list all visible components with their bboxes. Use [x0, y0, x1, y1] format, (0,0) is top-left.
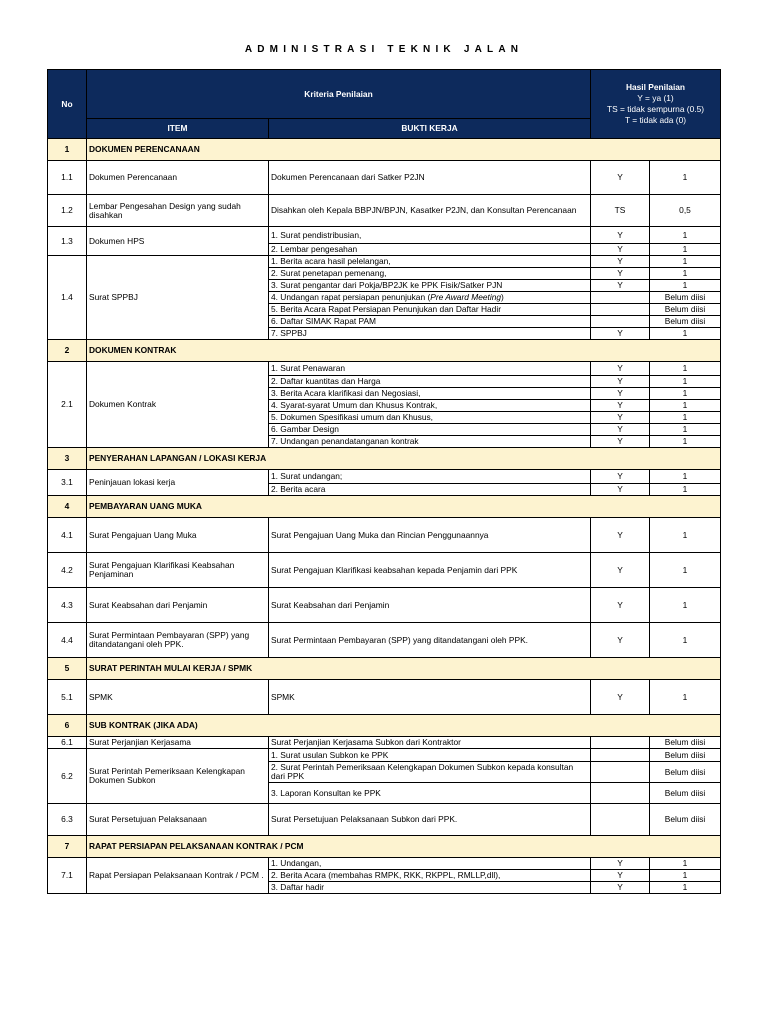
bukti-kerja: [269, 388, 591, 400]
bukti-text: Surat Pengajuan Uang Muka dan Rincian Penggunaannya: [271, 529, 489, 540]
bukti-kerja: [269, 292, 591, 304]
header-hasil-legend: Y = ya (1): [637, 93, 674, 103]
header-item: ITEM: [87, 119, 269, 139]
hasil-code: [591, 783, 650, 804]
bukti-text: 2. Daftar kuantitas dan Harga: [271, 376, 381, 386]
bukti-text: 1. Surat undangan;: [271, 471, 343, 481]
section-number: 5: [48, 658, 87, 680]
bukti-text: 2. Lembar pengesahan: [271, 244, 358, 254]
section-title: RAPAT PERSIAPAN PELAKSANAAN KONTRAK / PCM: [87, 836, 721, 858]
row-number: 5.1: [48, 680, 87, 715]
hasil-score: 1: [650, 400, 721, 412]
hasil-score: 1: [650, 484, 721, 496]
row-item: Surat Perintah Pemeriksaan Kelengkapan Dokumen Subkon: [87, 749, 269, 804]
section-number: 6: [48, 715, 87, 737]
table-row: [48, 518, 721, 553]
section-title: SURAT PERINTAH MULAI KERJA / SPMK: [87, 658, 721, 680]
bukti-text: 7. SPPBJ: [271, 328, 307, 338]
bukti-kerja: [269, 256, 591, 268]
bukti-text: Surat Persetujuan Pelaksanaan Subkon dari PPK.: [271, 814, 458, 824]
row-number: 4.1: [48, 518, 87, 553]
hasil-score: 1: [650, 244, 721, 256]
hasil-code: Y: [591, 227, 650, 244]
hasil-score: 1: [650, 376, 721, 388]
bukti-text: 3. Laporan Konsultan ke PPK: [271, 787, 381, 798]
bukti-kerja: [269, 518, 591, 553]
section-row: [48, 658, 721, 680]
bukti-kerja: [269, 161, 591, 195]
hasil-score: 1: [650, 470, 721, 484]
hasil-score: 1: [650, 328, 721, 340]
bukti-text: 2. Berita acara: [271, 484, 326, 494]
table-row: [48, 256, 721, 268]
row-number: 6.1: [48, 737, 87, 749]
table-row: [48, 737, 721, 749]
header-bukti: BUKTI KERJA: [269, 119, 591, 139]
row-item: Dokumen HPS: [87, 227, 269, 256]
hasil-score: 1: [650, 436, 721, 448]
bukti-kerja: [269, 623, 591, 658]
bukti-text: 7. Undangan penandatanganan kontrak: [271, 436, 419, 446]
hasil-score: Belum diisi: [650, 292, 721, 304]
hasil-score: Belum diisi: [650, 737, 721, 749]
hasil-score: 1: [650, 412, 721, 424]
section-number: 7: [48, 836, 87, 858]
bukti-kerja: [269, 268, 591, 280]
row-number: 1.1: [48, 161, 87, 195]
row-item: Dokumen Kontrak: [87, 362, 269, 448]
header-hasil-legend: TS = tidak sempurna (0.5): [606, 104, 705, 114]
table-row: [48, 553, 721, 588]
hasil-code: Y: [591, 882, 650, 894]
row-item: Surat Permintaan Pembayaran (SPP) yang ditandatangani oleh PPK.: [87, 623, 269, 658]
hasil-code: Y: [591, 256, 650, 268]
section-title: PENYERAHAN LAPANGAN / LOKASI KERJA: [87, 448, 721, 470]
bukti-text: Dokumen Perencanaan dari Satker P2JN: [271, 172, 425, 182]
table-row: [48, 161, 721, 195]
hasil-code: Y: [591, 388, 650, 400]
hasil-score: 1: [650, 870, 721, 882]
hasil-code: Y: [591, 553, 650, 588]
table-row: [48, 623, 721, 658]
hasil-code: [591, 292, 650, 304]
hasil-score: 1: [650, 362, 721, 376]
hasil-score: Belum diisi: [650, 783, 721, 804]
row-item: Surat Perjanjian Kerjasama: [87, 737, 269, 749]
section-row: [48, 340, 721, 362]
section-row: [48, 836, 721, 858]
hasil-score: 1: [650, 858, 721, 870]
hasil-code: Y: [591, 328, 650, 340]
bukti-kerja: [269, 749, 591, 762]
hasil-score: 1: [650, 268, 721, 280]
section-title: PEMBAYARAN UANG MUKA: [87, 496, 721, 518]
hasil-score: 1: [650, 227, 721, 244]
bukti-italic: Pre Award Meeting: [430, 292, 502, 302]
bukti-text: Surat Pengajuan Klarifikasi keabsahan kepada Penjamin dari PPK: [271, 564, 518, 575]
section-title: SUB KONTRAK (JIKA ADA): [87, 715, 721, 737]
bukti-text: 1. Surat pendistribusian,: [271, 229, 362, 240]
hasil-code: Y: [591, 400, 650, 412]
bukti-kerja: [269, 280, 591, 292]
row-item: SPMK: [87, 680, 269, 715]
bukti-text: 6. Daftar SIMAK Rapat PAM: [271, 316, 377, 326]
hasil-code: Y: [591, 436, 650, 448]
row-number: 7.1: [48, 858, 87, 894]
bukti-text: 5. Dokumen Spesifikasi umum dan Khusus,: [271, 412, 433, 422]
hasil-code: Y: [591, 280, 650, 292]
header-row: [48, 70, 721, 119]
hasil-code: [591, 304, 650, 316]
row-item: Surat Keabsahan dari Penjamin: [87, 588, 269, 623]
section-row: [48, 715, 721, 737]
bukti-text: 2. Berita Acara (membahas RMPK, RKK, RKPPL, RMLLP,dll),: [271, 870, 501, 880]
bukti-kerja: [269, 412, 591, 424]
hasil-code: Y: [591, 161, 650, 195]
table-row: [48, 858, 721, 870]
hasil-code: Y: [591, 623, 650, 658]
bukti-kerja: [269, 244, 591, 256]
row-item: Dokumen Perencanaan: [87, 161, 269, 195]
hasil-code: Y: [591, 588, 650, 623]
row-item: Rapat Persiapan Pelaksanaan Kontrak / PCM .: [87, 858, 269, 894]
hasil-code: [591, 737, 650, 749]
table-row: [48, 749, 721, 762]
hasil-score: Belum diisi: [650, 762, 721, 783]
bukti-kerja: [269, 882, 591, 894]
hasil-score: 1: [650, 588, 721, 623]
header-kriteria: Kriteria Penilaian: [87, 70, 591, 119]
hasil-score: 1: [650, 280, 721, 292]
hasil-score: Belum diisi: [650, 304, 721, 316]
hasil-code: Y: [591, 858, 650, 870]
row-item: Surat SPPBJ: [87, 256, 269, 340]
row-number: 6.3: [48, 804, 87, 836]
bukti-text: 5. Berita Acara Rapat Persiapan Penunjukan dan Daftar Hadir: [271, 304, 501, 314]
row-number: 2.1: [48, 362, 87, 448]
bukti-text: Surat Permintaan Pembayaran (SPP) yang ditandatangani oleh PPK.: [271, 634, 528, 645]
section-number: 4: [48, 496, 87, 518]
hasil-code: [591, 762, 650, 783]
header-hasil: [591, 70, 721, 139]
bukti-text: 4. Undangan rapat persiapan penunjukan (: [271, 292, 431, 302]
bukti-kerja: [269, 858, 591, 870]
hasil-code: Y: [591, 244, 650, 256]
row-number: 4.3: [48, 588, 87, 623]
hasil-score: 1: [650, 256, 721, 268]
row-number: 1.2: [48, 195, 87, 227]
table-row: [48, 195, 721, 227]
row-number: 1.3: [48, 227, 87, 256]
row-number: 6.2: [48, 749, 87, 804]
hasil-code: Y: [591, 424, 650, 436]
row-item: Surat Pengajuan Uang Muka: [87, 518, 269, 553]
hasil-code: [591, 316, 650, 328]
section-row: [48, 448, 721, 470]
bukti-text: 1. Undangan,: [271, 858, 322, 868]
table-row: [48, 227, 721, 244]
hasil-score: 1: [650, 518, 721, 553]
hasil-code: Y: [591, 680, 650, 715]
row-item: Surat Pengajuan Klarifikasi Keabsahan Penjaminan: [87, 553, 269, 588]
row-number: 3.1: [48, 470, 87, 496]
header-no: No: [48, 70, 87, 139]
bukti-text: Surat Perjanjian Kerjasama Subkon dari Kontraktor: [271, 737, 461, 747]
header-hasil-title: Hasil Penilaian: [625, 82, 686, 92]
hasil-score: Belum diisi: [650, 749, 721, 762]
bukti-text: 3. Surat pengantar dari Pokja/BP2JK ke PPK Fisik/Satker PJN: [271, 280, 503, 290]
bukti-kerja: [269, 328, 591, 340]
bukti-after: ): [501, 292, 504, 302]
row-item: Lembar Pengesahan Design yang sudah disahkan: [87, 195, 269, 227]
bukti-kerja: [269, 227, 591, 244]
hasil-score: 1: [650, 424, 721, 436]
hasil-score: 1: [650, 882, 721, 894]
bukti-kerja: [269, 362, 591, 376]
section-title: DOKUMEN PERENCANAAN: [87, 139, 721, 161]
row-number: 4.4: [48, 623, 87, 658]
hasil-score: Belum diisi: [650, 316, 721, 328]
bukti-text: SPMK: [271, 691, 295, 702]
bukti-text: 3. Berita Acara klarifikasi dan Negosiasi,: [271, 388, 421, 398]
hasil-score: 1: [650, 623, 721, 658]
bukti-kerja: [269, 376, 591, 388]
bukti-text: Surat Keabsahan dari Penjamin: [271, 599, 390, 610]
hasil-code: Y: [591, 376, 650, 388]
row-item: Peninjauan lokasi kerja: [87, 470, 269, 496]
bukti-kerja: [269, 783, 591, 804]
section-row: [48, 496, 721, 518]
bukti-kerja: [269, 804, 591, 836]
bukti-text: 2. Surat penetapan pemenang,: [271, 268, 387, 278]
hasil-score: Belum diisi: [650, 804, 721, 836]
table-row: [48, 680, 721, 715]
bukti-text: 1. Surat Penawaran: [271, 363, 346, 373]
header-hasil-legend: T = tidak ada (0): [624, 115, 687, 125]
row-item: Surat Persetujuan Pelaksanaan: [87, 804, 269, 836]
hasil-score: 1: [650, 161, 721, 195]
bukti-kerja: [269, 737, 591, 749]
document-title: ADMINISTRASI TEKNIK JALAN: [244, 44, 524, 55]
row-number: 4.2: [48, 553, 87, 588]
hasil-score: 1: [650, 553, 721, 588]
hasil-code: Y: [591, 412, 650, 424]
bukti-kerja: [269, 436, 591, 448]
bukti-kerja: [269, 470, 591, 484]
hasil-score: 0,5: [650, 195, 721, 227]
bukti-text: 3. Daftar hadir: [271, 882, 325, 892]
bukti-kerja: [269, 400, 591, 412]
hasil-code: Y: [591, 362, 650, 376]
bukti-text: 1. Surat usulan Subkon ke PPK: [271, 749, 389, 760]
hasil-score: 1: [650, 388, 721, 400]
hasil-code: Y: [591, 470, 650, 484]
bukti-kerja: [269, 195, 591, 227]
bukti-text: 1. Berita acara hasil pelelangan,: [271, 256, 391, 266]
hasil-score: 1: [650, 680, 721, 715]
section-title: DOKUMEN KONTRAK: [87, 340, 721, 362]
hasil-code: [591, 804, 650, 836]
hasil-code: Y: [591, 484, 650, 496]
section-row: [48, 139, 721, 161]
section-number: 1: [48, 139, 87, 161]
hasil-code: Y: [591, 268, 650, 280]
table-row: [48, 804, 721, 836]
hasil-code: Y: [591, 870, 650, 882]
hasil-code: Y: [591, 518, 650, 553]
bukti-kerja: [269, 870, 591, 882]
assessment-table: [47, 69, 721, 894]
table-row: [48, 362, 721, 376]
hasil-code: [591, 749, 650, 762]
bukti-kerja: [269, 484, 591, 496]
bukti-text: 6. Gambar Design: [271, 424, 339, 434]
bukti-kerja: [269, 762, 591, 783]
bukti-kerja: [269, 304, 591, 316]
bukti-kerja: [269, 553, 591, 588]
bukti-kerja: [269, 424, 591, 436]
bukti-kerja: [269, 680, 591, 715]
bukti-text: 2. Surat Perintah Pemeriksaan Kelengkapan Dokumen Subkon kepada konsultan dari PPK: [271, 762, 574, 781]
bukti-kerja: [269, 588, 591, 623]
bukti-text: Disahkan oleh Kepala BBPJN/BPJN, Kasatker P2JN, dan Konsultan Perencanaan: [271, 205, 577, 215]
hasil-code: TS: [591, 195, 650, 227]
table-row: [48, 588, 721, 623]
bukti-text: 4. Syarat-syarat Umum dan Khusus Kontrak,: [271, 400, 438, 410]
bukti-kerja: [269, 316, 591, 328]
section-number: 3: [48, 448, 87, 470]
section-number: 2: [48, 340, 87, 362]
row-number: 1.4: [48, 256, 87, 340]
table-row: [48, 470, 721, 484]
